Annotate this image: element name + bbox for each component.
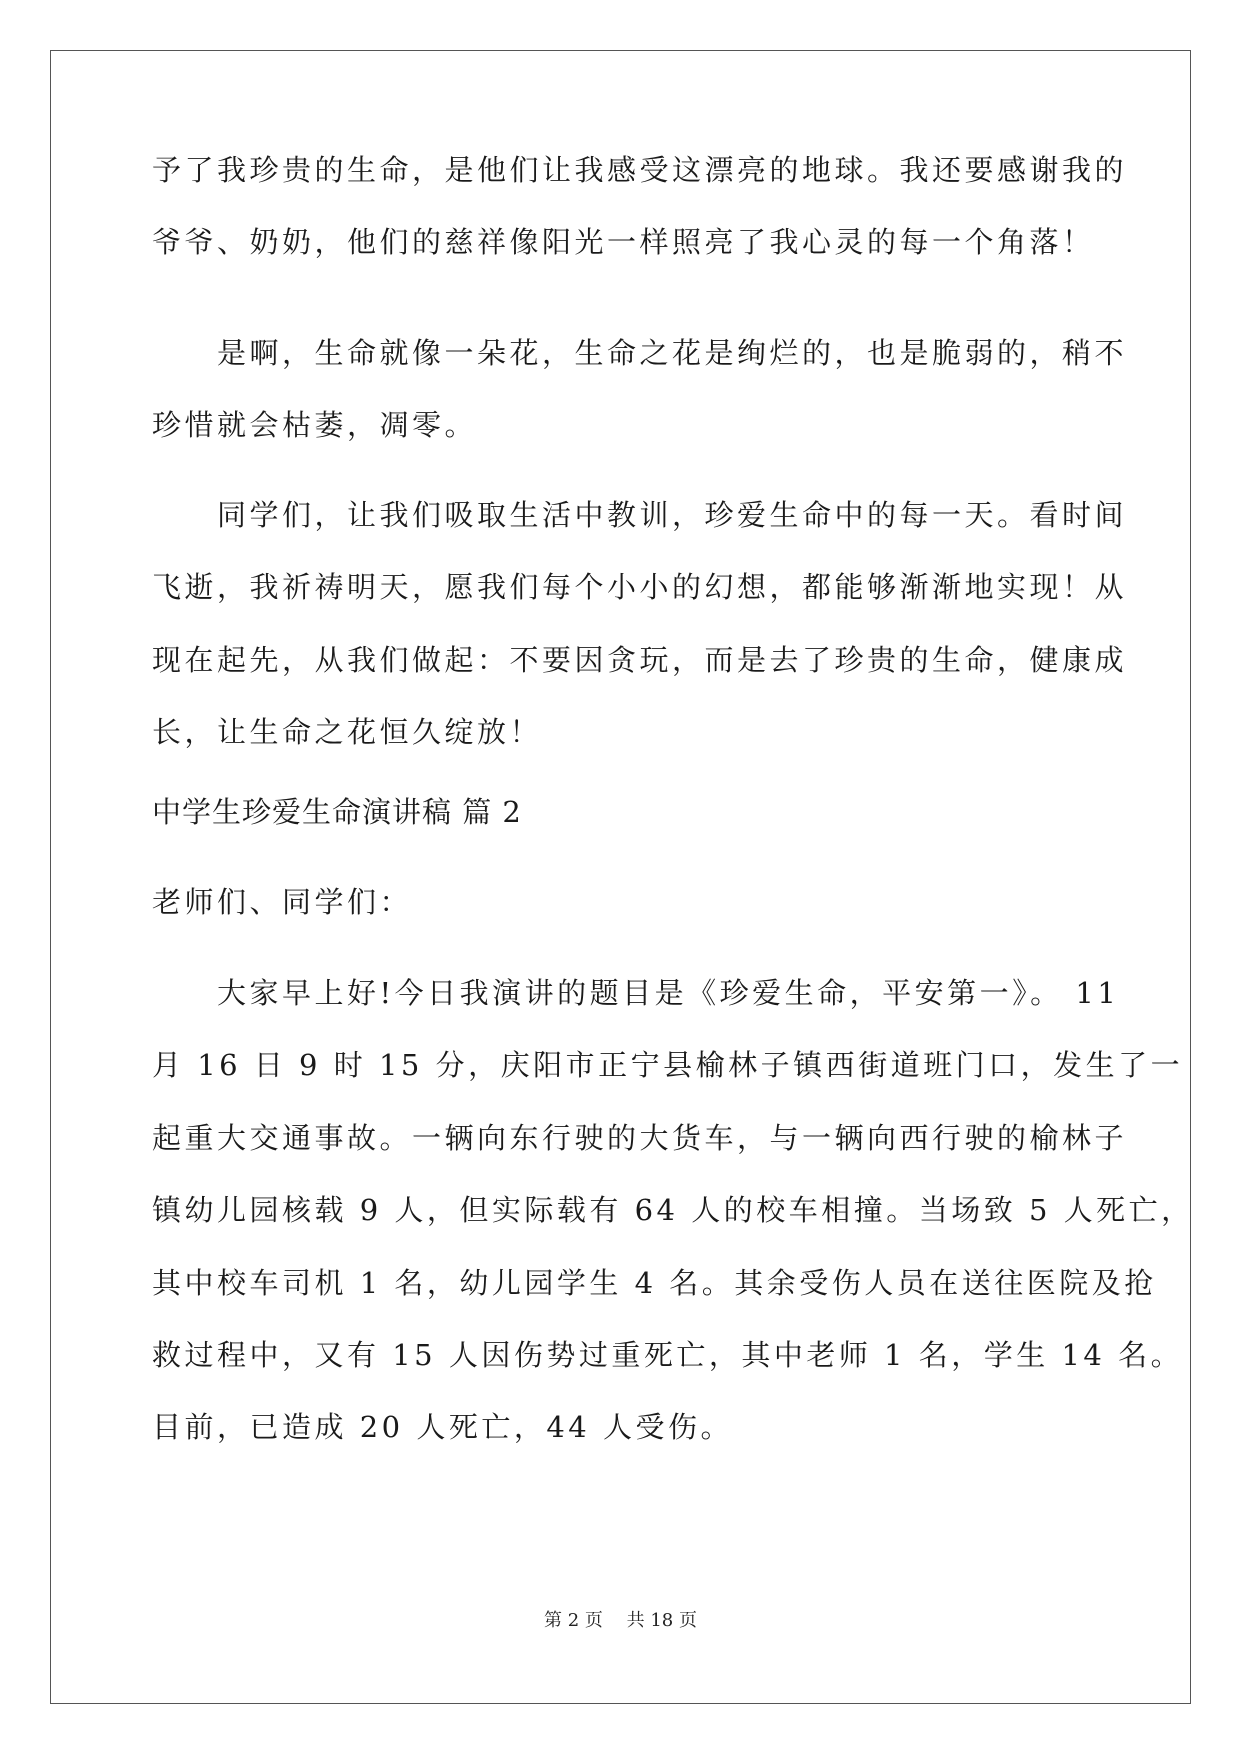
text-line-16: 救过程中，又有 15 人因伤势过重死亡，其中老师 1 名，学生 14 名。 [152,1338,1184,1372]
text-line-13: 起重大交通事故。一辆向东行驶的大货车，与一辆向西行驶的榆林子 [152,1121,1128,1155]
text-line-7: 现在起先，从我们做起：不要因贪玩，而是去了珍贵的生命，健康成 [152,643,1128,677]
text-line-17: 目前，已造成 20 人死亡，44 人受伤。 [152,1410,733,1444]
text-line-14: 镇幼儿园核载 9 人，但实际载有 64 人的校车相撞。当场致 5 人死亡， [152,1193,1194,1227]
salutation: 老师们、同学们： [152,885,413,919]
text-line-4: 珍惜就会枯萎，凋零。 [152,408,478,442]
text-line-11: 大家早上好!今日我演讲的题目是《珍爱生命，平安第一》。 11 [152,976,1120,1010]
text-line-2: 爷爷、奶奶，他们的慈祥像阳光一样照亮了我心灵的每一个角落！ [152,225,1095,259]
text-line-12: 月 16 日 9 时 15 分，庆阳市正宁县榆林子镇西街道班门口，发生了一 [152,1048,1184,1082]
page-border [50,50,1191,1704]
text-line-15: 其中校车司机 1 名，幼儿园学生 4 名。其余受伤人员在送往医院及抢 [152,1266,1157,1300]
text-line-6: 飞逝，我祈祷明天，愿我们每个小小的幻想，都能够渐渐地实现！从 [152,570,1128,604]
text-line-8: 长，让生命之花恒久绽放！ [152,715,543,749]
section-heading: 中学生珍爱生命演讲稿 篇 2 [152,795,522,829]
text-line-3: 是啊，生命就像一朵花，生命之花是绚烂的，也是脆弱的，稍不 [152,336,1128,370]
text-line-1: 予了我珍贵的生命，是他们让我感受这漂亮的地球。我还要感谢我的 [152,153,1128,187]
text-line-5: 同学们，让我们吸取生活中教训，珍爱生命中的每一天。看时间 [152,498,1128,532]
page-footer: 第 2 页 共 18 页 [544,1610,697,1631]
